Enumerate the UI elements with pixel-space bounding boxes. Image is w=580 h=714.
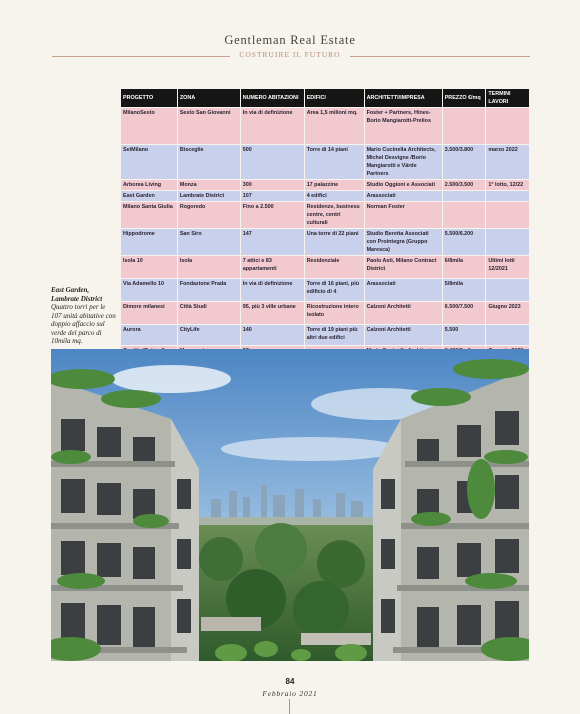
cell-architetti: Arassociati [365,191,442,201]
cell-architetti: Calzoni Architetti [365,302,442,324]
table-row [121,302,529,324]
table-header-row [121,89,529,107]
table-row [121,202,529,228]
table-row [121,191,529,201]
cell-architetti: Foster + Partners, Hines-Borio Mangiarotti-Prelios [365,108,442,144]
cell-zona: Bisceglie [178,145,240,179]
col-header-edifici: EDIFICI [305,89,364,107]
cell-edifici: Residenziale [305,256,364,278]
cell-termini: Giugno 2023 [486,302,529,324]
photo-illustration [51,349,529,661]
issue-date: Febbraio 2021 [262,689,318,698]
cell-progetto: MilanoSesto [121,108,177,144]
cell-edifici: Area 1,5 milioni mq. [305,108,364,144]
cell-termini [486,229,529,255]
cell-prezzo: 3.500/3.800 [443,145,486,179]
cell-abitazioni: 107 [241,191,304,201]
col-header-abitazioni: NUMERO ABITAZIONI [241,89,304,107]
table-row [121,325,529,345]
cell-prezzo: 6.500/7.500 [443,302,486,324]
table-row [121,145,529,179]
cell-zona: San Siro [178,229,240,255]
cell-termini: Ultimi lotti 12/2021 [486,256,529,278]
cell-edifici: Torre di 19 piani più altri due edifici [305,325,364,345]
cell-prezzo: 6/8mila [443,256,486,278]
cell-zona: Rogoredo [178,202,240,228]
cell-progetto: Isola 10 [121,256,177,278]
col-header-zona: ZONA [178,89,240,107]
cell-prezzo [443,108,486,144]
cell-abitazioni: 7 attici e 83 appartamenti [241,256,304,278]
table-row [121,279,529,301]
section-header [0,50,580,62]
cell-zona: Lambrate District [178,191,240,201]
header-rule-right [350,56,530,57]
cell-zona: Sesto San Giovanni [178,108,240,144]
table-row [121,229,529,255]
cell-abitazioni: 147 [241,229,304,255]
caption-text: Quattro torri per le 107 unità abitative con doppio affaccio sul verde del parco di 10mila mq. [51,303,116,345]
cell-architetti: Paolo Asti, Milano Contract District [365,256,442,278]
cell-architetti: Arassociati [365,279,442,301]
cell-termini [486,325,529,345]
magazine-title: Gentleman Real Estate [224,33,356,47]
page-number: 84 [285,677,295,686]
cell-architetti: Mario Cucinella Architects, Michel Desvigne /Borio Mangiarotti e Värde Partners [365,145,442,179]
cell-abitazioni: In via di definizione [241,279,304,301]
table-row [121,180,529,190]
cell-prezzo: 5/8mila [443,279,486,301]
cell-abitazioni: In via di definizione [241,108,304,144]
col-header-architetti: ARCHITETTI/IMPRESA [365,89,442,107]
cell-abitazioni: 300 [241,180,304,190]
cell-edifici: Torre di 14 piani [305,145,364,179]
cell-architetti: Studio Beretta Associati con Prointegra (Gruppo Maresca) [365,229,442,255]
cell-progetto: SeiMilano [121,145,177,179]
cell-edifici: 4 edifici [305,191,364,201]
cell-progetto: Hippodrome [121,229,177,255]
cell-abitazioni: 500 [241,145,304,179]
table-row [121,256,529,278]
col-header-progetto: PROGETTO [121,89,177,107]
cell-progetto: Via Adamello 10 [121,279,177,301]
cell-abitazioni: 140 [241,325,304,345]
cell-architetti: Norman Foster [365,202,442,228]
caption-title: East Garden, Lambrate District [51,286,103,303]
cell-zona: Fondazione Prada [178,279,240,301]
cell-termini [486,202,529,228]
cell-progetto: Aurora [121,325,177,345]
page-fold-line [289,699,290,714]
east-garden-photo [51,349,529,661]
cell-prezzo [443,202,486,228]
cell-edifici: Residenze, business centre, centri culturali [305,202,364,228]
col-header-termini: TERMINI LAVORI [486,89,529,107]
cell-edifici: Una torre di 22 piani [305,229,364,255]
cell-progetto: East Garden [121,191,177,201]
cell-termini: 1° lotto, 12/22 [486,180,529,190]
cell-architetti: Studio Oggioni e Associati [365,180,442,190]
cell-progetto: Milano Santa Giulia [121,202,177,228]
cell-edifici: Ricostruzione intero isolato [305,302,364,324]
cell-abitazioni: Fino a 2.500 [241,202,304,228]
cell-zona: CityLife [178,325,240,345]
cell-termini [486,108,529,144]
cell-architetti: Calzoni Architetti [365,325,442,345]
photo-caption [51,286,117,346]
cell-termini [486,191,529,201]
cell-prezzo: 5.500 [443,325,486,345]
cell-zona: Città Studi [178,302,240,324]
cell-abitazioni: 95, più 3 ville urbane [241,302,304,324]
cell-termini: marzo 2022 [486,145,529,179]
cell-prezzo: 2.500/3.500 [443,180,486,190]
col-header-prezzo: PREZZO €/mq [443,89,486,107]
cell-zona: Monza [178,180,240,190]
table-row [121,108,529,144]
cell-progetto: Arborea Living [121,180,177,190]
cell-zona: Isola [178,256,240,278]
cell-prezzo [443,191,486,201]
cell-prezzo: 5.500/6.200 [443,229,486,255]
cell-edifici: 17 palazzine [305,180,364,190]
cell-edifici: Torre di 16 piani, più edificio di 4 [305,279,364,301]
cell-termini [486,279,529,301]
section-subtitle: COSTRUIRE IL FUTURO [239,50,341,59]
cell-progetto: Dimore milanesi [121,302,177,324]
